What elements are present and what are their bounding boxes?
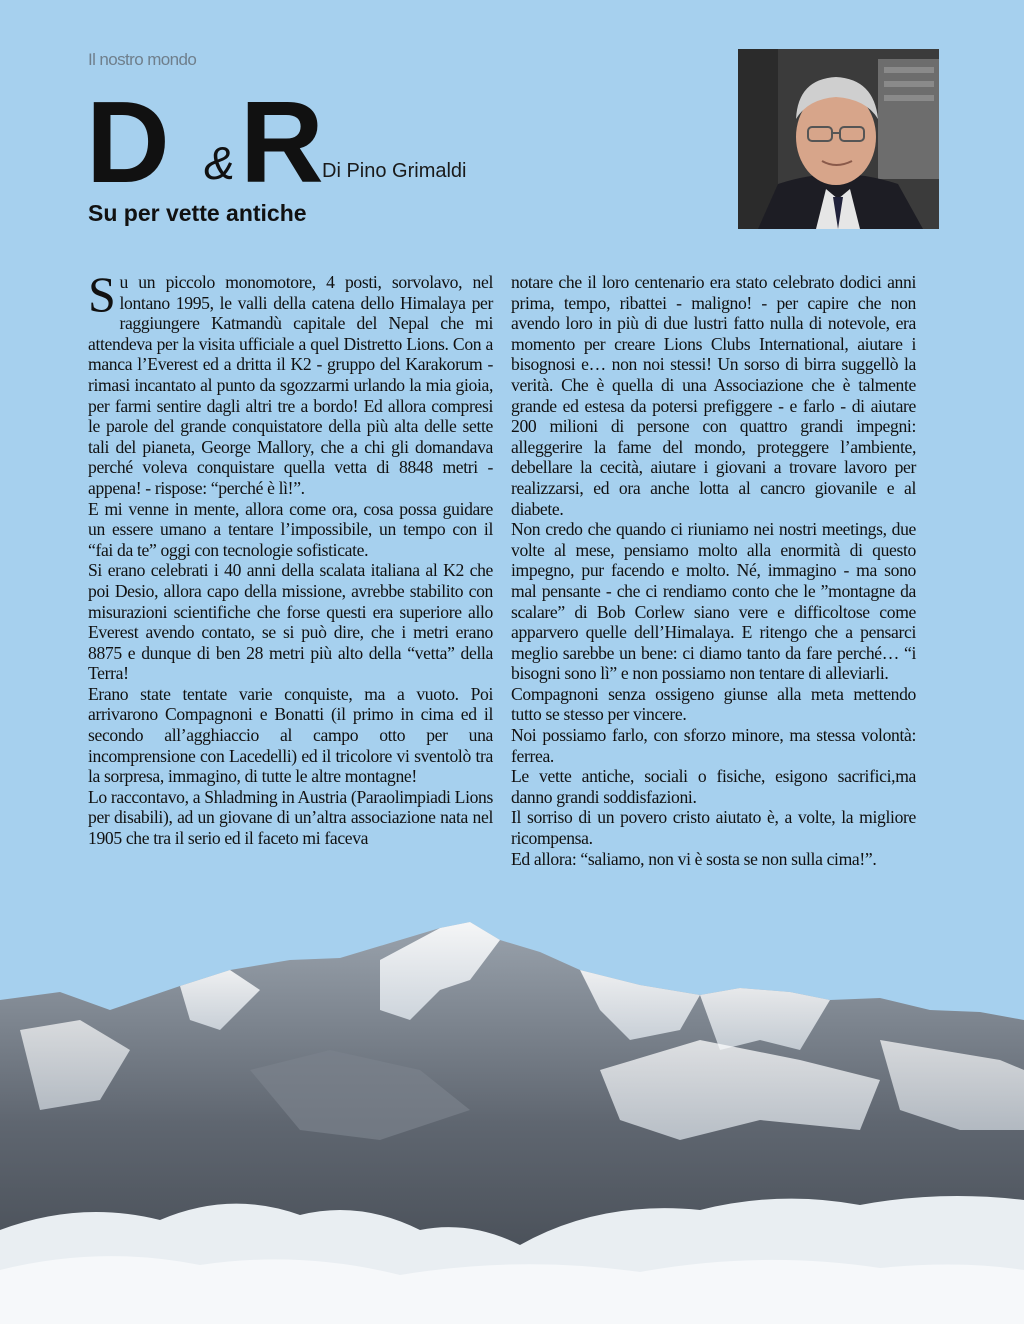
paragraph: Compagnoni senza ossigeno giunse alla meta mettendo tutto se stesso per vincere. — [511, 683, 916, 725]
paragraph — [88, 266, 493, 499]
logo-ampersand: & — [204, 137, 235, 189]
article-subtitle: Su per vette antiche — [88, 200, 307, 226]
paragraph: Il sorriso di un povero cristo aiutato è, a volte, la migliore ricompensa. — [511, 807, 916, 849]
section-label: Il nostro mondo — [88, 50, 197, 69]
paragraph: E mi venne in mente, allora come ora, cosa possa guidare un essere umano a tentare l’impossibile, un tempo con il “fai da te” oggi con tecnologie sofisticate. — [88, 498, 493, 560]
paragraph: Ed allora: “saliamo, non vi è sosta se non sulla cima!”. — [511, 848, 877, 869]
himalaya-illustration — [0, 900, 1024, 1324]
author-photo — [738, 49, 939, 229]
article-column-left — [88, 266, 493, 849]
drop-cap: S — [88, 266, 116, 322]
author-byline: Di Pino Grimaldi — [322, 160, 467, 182]
paragraph: Lo raccontavo, a Shladming in Austria (Paraolimpiadi Lions per disabili), ad un giovane di un’altra associazione nata nel 1905 che tra il serio ed il faceto mi faceva — [88, 786, 493, 849]
paragraph: Noi possiamo farlo, con sforzo minore, ma stessa volontà: ferrea. — [511, 725, 916, 766]
paragraph-text: u un piccolo monomotore, 4 posti, sorvolavo, nel lontano 1995, le valli della catena dello Himalaya per raggiungere Katmandù capitale del Nepal che mi attendeva per la visita ufficiale a quel Distretto Lions. Con a manca l’Everest ed a dritta il K2 - gruppo del Karakorum - rimasi incantato al punto da sgozzarmi urlando la mia gioia, per farmi sentire dagli altri tre a bordo! Ed allora compresi le parole del grande conquistatore della più alta delle sette tali del pianeta, George Mallory, che a chi gli domandava perché voleva conquistare quella vetta di 8848 metri - appena! - rispose: “perché è lì!”. — [88, 272, 493, 498]
paragraph: Non credo che quando ci riuniamo nei nostri meetings, due volte al mese, pensiamo molto alla enormità di questo impegno, pur facendo e molto. Né, immagino - ma sono mal pensante - che ci rendiamo conto che le ”montagne da scalare” di Bob Corlew siano vere e difficoltose come apparvero quelle dell’Himalaya. E ritengo che a pensarci meglio sarebbe un bene: ci diamo tanto da fare perché… “i bisogni sono lì” e non possiamo non tentare di alleviarli. — [511, 519, 916, 684]
paragraph: Le vette antiche, sociali o fisiche, esigono sacrifici,ma danno grandi soddisfazioni. — [511, 766, 916, 807]
logo-letter-r: R — [240, 77, 320, 207]
paragraph: Erano state tentate varie conquiste, ma a vuoto. Poi arrivarono Compagnoni e Bonatti (il primo in cima ed il secondo all’agghiaccio al campo otto per una incomprensione con Lacedelli) ed il tricolore vi sventolò tra la sorpresa, immagino, di tutte le altre montagne! — [88, 683, 493, 787]
logo-letter-d: D — [86, 77, 166, 207]
paragraph: Si erano celebrati i 40 anni della scalata italiana al K2 che poi Desio, allora capo della missione, avrebbe stabilito con misurazioni scientifiche che forse questi era superiore allo Everest avendo contato, se si può dire, che i metri erano 8875 e dunque di ben 28 metri più alto della “vetta” della Terra! — [88, 560, 493, 684]
paragraph: notare che il loro centenario era stato celebrato dodici anni prima, tempo, ribattei - maligno! - per capire che non avendo loro in più di due lustri fatto nulla di notevole, era momento per creare Lions Clubs International, aiutare i bisognosi e… non noi stessi! Un sorso di birra suggellò la verità. Che è quella di una Associazione che è talmente grande ed estesa da potersi prefiggere - e farlo - di aiutare 200 milioni di persone con quattro grandi impegni: alleggerire la fame del mondo, proteggere l’ambiente, debellare la cecità, aiutare i giovani a trovare lavoro per realizzarsi, ed ora anche lotta al cancro giovanile e al diabete. — [511, 272, 916, 519]
article-column-right — [511, 272, 916, 869]
